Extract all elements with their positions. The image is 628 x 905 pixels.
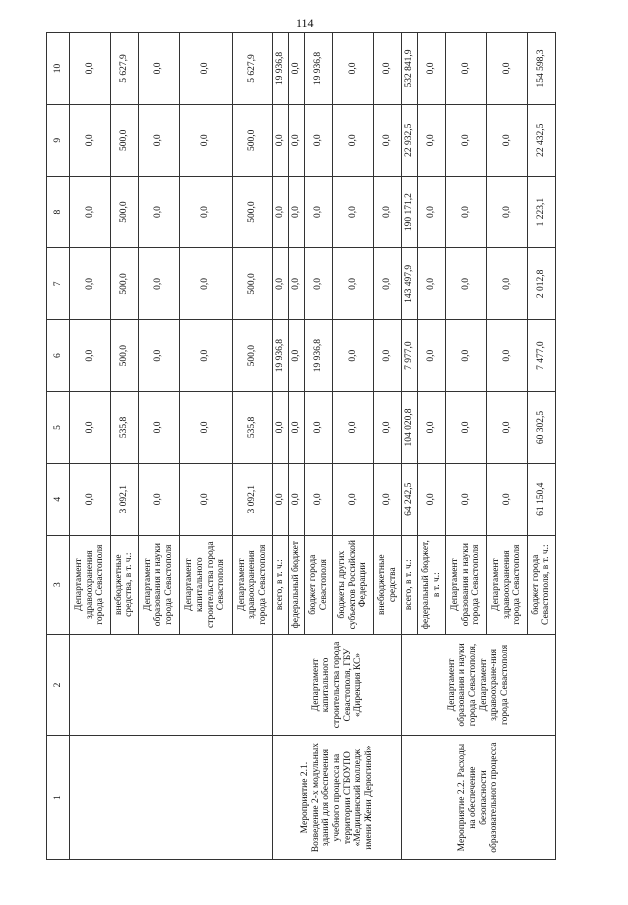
amount-cell: 500,0	[232, 248, 273, 320]
amount-cell: 0,0	[446, 104, 487, 176]
column-number: 2	[47, 634, 70, 736]
amount-cell: 19 936,8	[273, 320, 289, 392]
amount-cell: 500,0	[110, 176, 138, 248]
amount-cell: 0,0	[179, 392, 232, 464]
amount-cell: 0,0	[70, 248, 111, 320]
amount-cell: 0,0	[446, 463, 487, 535]
column-number: 6	[47, 320, 70, 392]
amount-cell: 535,8	[110, 392, 138, 464]
amount-cell: 0,0	[138, 248, 179, 320]
amount-cell: 0,0	[446, 392, 487, 464]
amount-cell: 61 150,4	[527, 463, 555, 535]
amount-cell: 0,0	[138, 463, 179, 535]
amount-cell: 0,0	[289, 176, 305, 248]
amount-cell: 64 242,5	[402, 463, 418, 535]
amount-cell: 500,0	[232, 176, 273, 248]
funding-source-cell: федеральный бюджет, в т. ч.:	[418, 535, 446, 634]
amount-cell: 0,0	[333, 463, 374, 535]
amount-cell: 104 020,8	[402, 392, 418, 464]
amount-cell: 500,0	[110, 104, 138, 176]
amount-cell: 0,0	[179, 320, 232, 392]
amount-cell: 0,0	[138, 33, 179, 105]
amount-cell: 0,0	[446, 33, 487, 105]
amount-cell: 0,0	[373, 463, 401, 535]
amount-cell: 2 012,8	[527, 248, 555, 320]
budget-table-body	[47, 33, 556, 860]
amount-cell: 0,0	[70, 176, 111, 248]
column-number-row	[47, 33, 70, 860]
amount-cell: 0,0	[418, 176, 446, 248]
amount-cell: 0,0	[273, 463, 289, 535]
amount-cell: 535,8	[232, 392, 273, 464]
amount-cell: 0,0	[446, 176, 487, 248]
funding-source-cell: внебюджетные средства	[373, 535, 401, 634]
column-number: 1	[47, 736, 70, 860]
amount-cell: 0,0	[418, 320, 446, 392]
amount-cell: 0,0	[289, 320, 305, 392]
amount-cell: 0,0	[487, 392, 528, 464]
amount-cell: 500,0	[232, 104, 273, 176]
table-row	[273, 33, 289, 860]
amount-cell: 0,0	[305, 176, 333, 248]
amount-cell: 0,0	[179, 176, 232, 248]
executor-cell: Департамент капитального строительства города Севастополя, ГБУ «Дирекция КС»	[273, 634, 402, 736]
activity-name-cell	[70, 736, 273, 860]
funding-source-cell: Департамент здравоохранения города Севастополя	[487, 535, 528, 634]
amount-cell: 0,0	[373, 33, 401, 105]
page-number: 114	[296, 16, 314, 30]
column-number: 10	[47, 33, 70, 105]
column-number: 5	[47, 392, 70, 464]
amount-cell: 0,0	[70, 320, 111, 392]
amount-cell: 0,0	[179, 463, 232, 535]
amount-cell: 0,0	[446, 320, 487, 392]
amount-cell: 0,0	[179, 33, 232, 105]
funding-source-cell: Департамент здравоохранения города Севастополя	[70, 535, 111, 634]
amount-cell: 1 223,1	[527, 176, 555, 248]
funding-source-cell: бюджеты других субъектов Российской Федерации	[333, 535, 374, 634]
column-number: 8	[47, 176, 70, 248]
funding-source-cell: федеральный бюджет	[289, 535, 305, 634]
amount-cell: 0,0	[138, 320, 179, 392]
column-number: 4	[47, 463, 70, 535]
column-number: 3	[47, 535, 70, 634]
amount-cell: 0,0	[418, 392, 446, 464]
budget-table-wrapper	[46, 32, 556, 860]
column-number: 7	[47, 248, 70, 320]
amount-cell: 0,0	[179, 248, 232, 320]
amount-cell: 0,0	[273, 392, 289, 464]
amount-cell: 0,0	[138, 176, 179, 248]
amount-cell: 0,0	[487, 248, 528, 320]
amount-cell: 0,0	[289, 392, 305, 464]
amount-cell: 0,0	[70, 104, 111, 176]
amount-cell: 0,0	[333, 104, 374, 176]
amount-cell: 0,0	[289, 33, 305, 105]
amount-cell: 0,0	[333, 248, 374, 320]
column-number: 9	[47, 104, 70, 176]
amount-cell: 0,0	[487, 176, 528, 248]
amount-cell: 0,0	[138, 104, 179, 176]
executor-cell: Департамент образования и науки города Севастополя, Департамент здравоохране-ния города Севастополя	[402, 634, 556, 736]
executor-cell	[70, 634, 273, 736]
amount-cell: 154 598,3	[527, 33, 555, 105]
budget-table	[46, 32, 556, 860]
amount-cell: 0,0	[179, 104, 232, 176]
funding-source-cell: Департамент образования и науки города Севастополя	[446, 535, 487, 634]
amount-cell: 500,0	[232, 320, 273, 392]
amount-cell: 0,0	[138, 392, 179, 464]
amount-cell: 19 936,8	[305, 33, 333, 105]
amount-cell: 0,0	[273, 248, 289, 320]
amount-cell: 532 841,9	[402, 33, 418, 105]
amount-cell: 0,0	[487, 320, 528, 392]
amount-cell: 0,0	[333, 176, 374, 248]
amount-cell: 5 627,9	[110, 33, 138, 105]
funding-source-cell: всего, в т. ч.:	[273, 535, 289, 634]
funding-source-cell: бюджет города Севастополя, в т. ч.:	[527, 535, 555, 634]
amount-cell: 0,0	[418, 463, 446, 535]
amount-cell: 0,0	[373, 392, 401, 464]
amount-cell: 0,0	[289, 463, 305, 535]
amount-cell: 0,0	[373, 104, 401, 176]
amount-cell: 0,0	[373, 248, 401, 320]
amount-cell: 0,0	[487, 463, 528, 535]
rotated-table-container	[46, 32, 556, 860]
table-row	[402, 33, 418, 860]
amount-cell: 5 627,9	[232, 33, 273, 105]
amount-cell: 0,0	[289, 248, 305, 320]
amount-cell: 0,0	[273, 176, 289, 248]
amount-cell: 0,0	[373, 320, 401, 392]
amount-cell: 0,0	[333, 33, 374, 105]
amount-cell: 0,0	[70, 392, 111, 464]
amount-cell: 143 497,9	[402, 248, 418, 320]
activity-name-cell: Мероприятие 2.1. Возведение 2-х модульных зданий для обеспечения учебного процесса на территории СГБОУПО «Медицинский колледж имени Жени Дерюгиной»	[273, 736, 402, 860]
funding-source-cell: Департамент образования и науки города Севастополя	[138, 535, 179, 634]
amount-cell: 7 977,0	[402, 320, 418, 392]
amount-cell: 500,0	[110, 320, 138, 392]
amount-cell: 0,0	[289, 104, 305, 176]
funding-source-cell: бюджет города Севастополя	[305, 535, 333, 634]
amount-cell: 3 092,1	[110, 463, 138, 535]
amount-cell: 22 432,5	[527, 104, 555, 176]
amount-cell: 500,0	[110, 248, 138, 320]
amount-cell: 0,0	[305, 248, 333, 320]
activity-name-cell: Мероприятие 2.2. Расходы на обеспечение безопасности образовательного процесса	[402, 736, 556, 860]
amount-cell: 0,0	[305, 392, 333, 464]
amount-cell: 0,0	[446, 248, 487, 320]
funding-source-cell: Департамент капитального строительства города Севастополя	[179, 535, 232, 634]
amount-cell: 0,0	[373, 176, 401, 248]
amount-cell: 22 932,5	[402, 104, 418, 176]
amount-cell: 19 936,8	[305, 320, 333, 392]
funding-source-cell: внебюджетные средства, в т. ч.:	[110, 535, 138, 634]
amount-cell: 3 092,1	[232, 463, 273, 535]
amount-cell: 0,0	[273, 104, 289, 176]
funding-source-cell: всего, в т. ч.:	[402, 535, 418, 634]
amount-cell: 0,0	[70, 463, 111, 535]
amount-cell: 0,0	[70, 33, 111, 105]
amount-cell: 60 302,5	[527, 392, 555, 464]
amount-cell: 0,0	[418, 248, 446, 320]
amount-cell: 0,0	[487, 104, 528, 176]
amount-cell: 19 936,8	[273, 33, 289, 105]
amount-cell: 190 171,2	[402, 176, 418, 248]
funding-source-cell: Департамент здравоохранения города Севастополя	[232, 535, 273, 634]
amount-cell: 0,0	[333, 320, 374, 392]
amount-cell: 0,0	[305, 104, 333, 176]
amount-cell: 0,0	[418, 33, 446, 105]
amount-cell: 0,0	[487, 33, 528, 105]
amount-cell: 0,0	[333, 392, 374, 464]
amount-cell: 7 477,0	[527, 320, 555, 392]
amount-cell: 0,0	[418, 104, 446, 176]
table-row	[70, 33, 111, 860]
amount-cell: 0,0	[305, 463, 333, 535]
